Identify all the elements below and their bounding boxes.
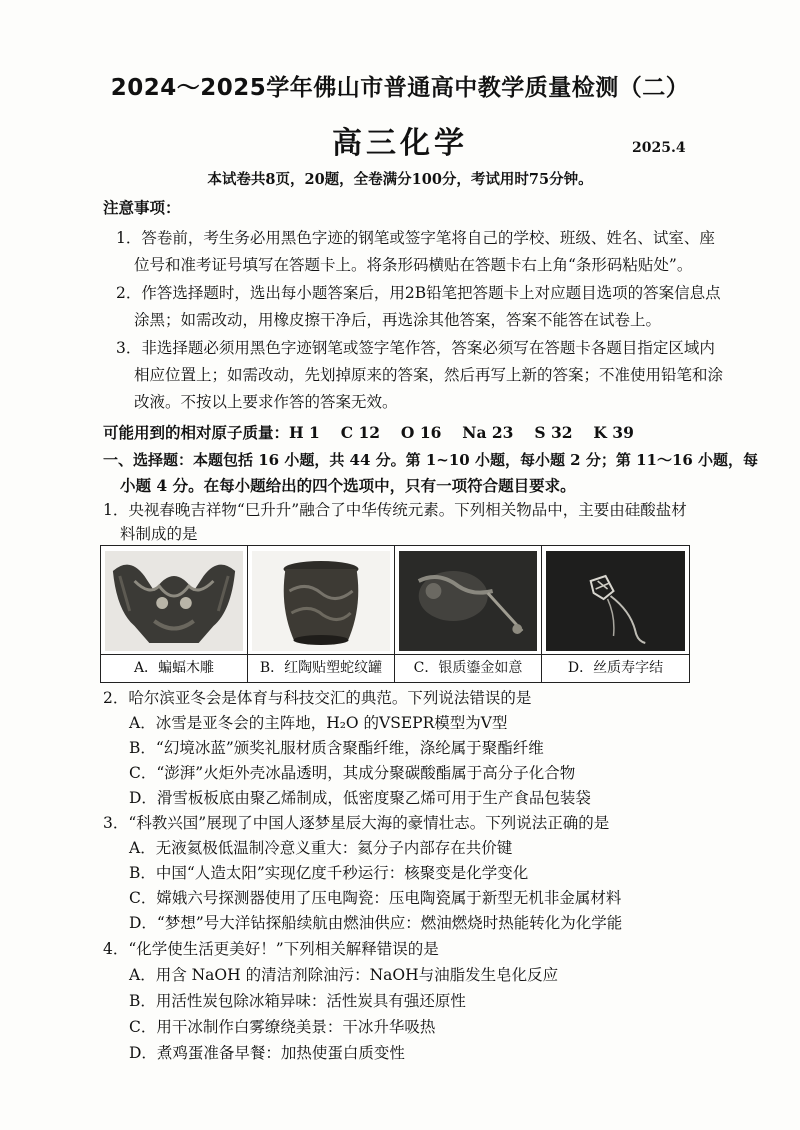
section-instructions: 一、选择题：本题包括 16 小题，共 44 分。第 1~10 小题，每小题 2 分；第 11～16 小题，每: [103, 451, 759, 469]
option-b-label: B．红陶贴塑蛇纹罐: [248, 654, 394, 682]
question-4-option: A．用含 NaOH 的清洁剂除油污：NaOH与油脂发生皂化反应: [129, 966, 559, 984]
notice-line: 3．非选择题必须用黑色字迹钢笔或签字笔作答，答案必须写在答题卡各题目指定区域内: [116, 339, 715, 357]
question-2-option: D．滑雪板板底由聚乙烯制成，低密度聚乙烯可用于生产食品包装袋: [129, 789, 591, 807]
exam-date: 2025.4: [632, 140, 686, 156]
question-2-option: C．“澎湃”火炬外壳冰晶透明，其成分聚碳酸酯属于高分子化合物: [129, 764, 576, 782]
question-2-option: B．“幻境冰蓝”颁奖礼服材质含聚酯纤维，涤纶属于聚酯纤维: [129, 739, 544, 757]
question-3-option: B．中国“人造太阳”实现亿度千秒运行：核聚变是化学变化: [129, 864, 529, 882]
option-c-label: C．银质鎏金如意: [395, 654, 541, 682]
option-d-label: D．丝质寿字结: [542, 654, 689, 682]
question-1-stem: 料制成的是: [120, 525, 198, 543]
section-instructions: 小题 4 分。在每小题给出的四个选项中，只有一项符合题目要求。: [120, 476, 576, 495]
question-3-option: A．无液氦极低温制冷意义重大：氦分子内部存在共价键: [129, 839, 513, 857]
option-a-cell: [101, 546, 248, 682]
question-4-stem: 4．“化学使生活更美好！”下列相关解释错误的是: [103, 940, 439, 958]
question-1-stem: 1．央视春晚吉祥物“巳升升”融合了中华传统元素。下列相关物品中，主要由硅酸盐材: [103, 501, 687, 519]
option-a-label: A．蝙蝠木雕: [101, 654, 247, 682]
notice-line: 位号和准考证号填写在答题卡上。将条形码横贴在答题卡右上角“条形码粘贴处”。: [134, 256, 693, 274]
notice-line: 改液。不按以上要求作答的答案无效。: [134, 393, 398, 411]
question-4-option: B．用活性炭包除冰箱异味：活性炭具有强还原性: [129, 992, 466, 1010]
question-3-option: C．嫦娥六号探测器使用了压电陶瓷：压电陶瓷属于新型无机非金属材料: [129, 889, 622, 907]
question-3-option: D．“梦想”号大洋钻探船续航由燃油供应：燃油燃烧时热能转化为化学能: [129, 914, 623, 932]
option-b-cell: [248, 546, 395, 682]
question-2-stem: 2．哈尔滨亚冬会是体育与科技交汇的典范。下列说法错误的是: [103, 689, 532, 707]
exam-title: 2024～2025学年佛山市普通高中教学质量检测（二）: [110, 75, 690, 101]
notice-line: 相应位置上；如需改动，先划掉原来的答案，然后再写上新的答案；不准使用铅笔和涂: [134, 366, 724, 384]
question-4-option: D．煮鸡蛋准备早餐：加热使蛋白质变性: [129, 1044, 405, 1062]
notice-line: 1．答卷前，考生务必用黑色字迹的钢笔或签字笔将自己的学校、班级、姓名、试室、座: [116, 229, 715, 247]
option-c-cell: [395, 546, 542, 682]
subject-title: 高三化学: [332, 126, 468, 161]
notice-heading: 注意事项：: [103, 198, 181, 217]
notice-line: 2．作答选择题时，选出每小题答案后，用2B铅笔把答题卡上对应题目选项的答案信息点: [116, 284, 721, 302]
silk-knot-photo-icon: [546, 551, 685, 651]
question-3-stem: 3．“科教兴国”展现了中国人逐梦星辰大海的豪情壮志。下列说法正确的是: [103, 814, 610, 832]
wood-carving-photo-icon: [105, 551, 243, 651]
notice-line: 涂黑；如需改动，用橡皮擦干净后，再选涂其他答案，答案不能答在试卷上。: [134, 311, 662, 329]
atomic-mass-line: 可能用到的相对原子质量：H 1 C 12 O 16 Na 23 S 32 K 39: [103, 423, 634, 442]
exam-intro: 本试卷共8页，20题，全卷满分100分，考试用时75分钟。: [207, 171, 593, 188]
pottery-jar-photo-icon: [252, 551, 390, 651]
question-4-option: C．用干冰制作白雾缭绕美景：干冰升华吸热: [129, 1018, 436, 1036]
option-d-cell: [542, 546, 689, 682]
question-2-option: A．冰雪是亚冬会的主阵地，H₂O 的VSEPR模型为V型: [129, 714, 508, 732]
question-1-image-table: [100, 545, 690, 683]
silver-ruyi-photo-icon: [399, 551, 537, 651]
